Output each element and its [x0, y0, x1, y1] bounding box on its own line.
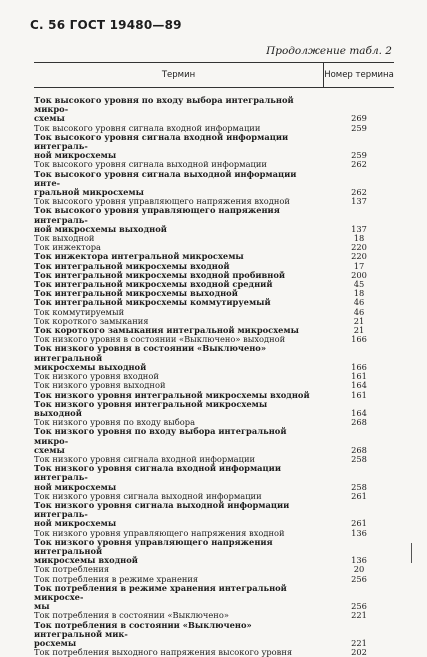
term-text: Ток высокого уровня по входу выбора интегральной микро- схемы: [34, 95, 294, 124]
term-number: 166: [351, 361, 367, 372]
term-number: 45: [353, 279, 365, 290]
term-text: Ток низкого уровня управляющего напряжения интегральной микросхемы входной: [34, 536, 273, 566]
term-text: Ток низкого уровня в состоянии «Выключено» выходной: [34, 334, 286, 345]
term-number: 220: [351, 242, 367, 253]
term-text: Ток низкого уровня входной: [34, 371, 159, 382]
table-row: [34, 344, 394, 372]
term-text: Ток интегральной микросхемы коммутируемый: [34, 297, 271, 308]
term-number: 137: [351, 196, 367, 207]
table-row: [34, 170, 394, 198]
table-row: [34, 400, 394, 418]
term-text: Ток высокого уровня сигнала входной информации: [34, 122, 261, 133]
table-row: [34, 501, 394, 529]
table-row: [34, 538, 394, 566]
term-text: Ток выходной: [34, 233, 95, 244]
term-text: Ток короткого замыкания: [34, 315, 149, 326]
term-text: Ток короткого замыкания интегральной микросхемы: [34, 325, 299, 336]
term-text: Ток низкого уровня выходной: [34, 380, 166, 391]
term-number: 18: [353, 288, 365, 299]
term-number: 161: [351, 389, 367, 400]
term-number: 258: [351, 481, 367, 492]
term-text: Ток интегральной микросхемы входной пробивной: [34, 269, 286, 280]
term-text: Ток высокого уровня управляющего напряжения интеграль- ной микросхемы выходной: [34, 205, 280, 234]
term-number: 17: [353, 260, 365, 271]
term-text: Ток интегральной микросхемы входной средний: [34, 279, 273, 290]
term-text: Ток потребления в режиме хранения интегральной микросхе- мы: [34, 582, 287, 612]
term-number: 164: [351, 407, 367, 418]
table-header: [34, 62, 394, 88]
term-text: Ток высокого уровня управляющего напряжения входной: [34, 196, 290, 207]
term-text: Ток потребления: [34, 564, 110, 575]
term-text: Ток низкого уровня по входу выбора интегральной микро- схемы: [34, 426, 287, 455]
page-header: С. 56 ГОСТ 19480—89: [30, 18, 182, 32]
term-number: 258: [351, 453, 367, 464]
term-number: 20: [353, 564, 365, 575]
term-number: 137: [351, 223, 367, 234]
term-number: 261: [351, 490, 367, 501]
term-number: 21: [353, 325, 365, 336]
table-continuation-label: Продолжение табл. 2: [266, 45, 392, 57]
term-number: 18: [353, 233, 365, 244]
table-row: [34, 648, 394, 657]
terms-table: [34, 62, 394, 657]
term-number: 259: [351, 122, 367, 133]
table-body: [34, 96, 394, 657]
term-number: 259: [351, 150, 367, 161]
term-number: 166: [351, 334, 367, 345]
table-row: [34, 133, 394, 161]
term-text: Ток низкого уровня сигнала входной информации: [34, 453, 256, 464]
term-number: 164: [351, 380, 367, 391]
term-text: Ток интегральной микросхемы выходной: [34, 288, 238, 299]
term-text: Ток высокого уровня сигнала выходной информации: [34, 159, 267, 170]
term-text: Ток высокого уровня сигнала выходной информации инте- гральной микросхемы: [34, 168, 297, 198]
term-number: 256: [351, 601, 367, 612]
term-number: 136: [351, 527, 367, 538]
term-number: 262: [351, 187, 367, 198]
term-text: Ток низкого уровня сигнала входной информации интеграль- ной микросхемы: [34, 463, 281, 492]
table-row: [34, 621, 394, 649]
term-number: 202: [351, 647, 367, 657]
term-text: Ток низкого уровня сигнала выходной информации: [34, 490, 262, 501]
term-number: 200: [351, 269, 367, 280]
table-row: [34, 206, 394, 234]
column-header-number: Номер термина: [324, 70, 394, 80]
margin-mark: [411, 543, 412, 563]
term-number: 256: [351, 573, 367, 584]
term-number: 21: [353, 315, 365, 326]
term-text: Ток потребления в режиме хранения: [34, 573, 199, 584]
table-row: [34, 96, 394, 124]
table-row: [34, 464, 394, 492]
term-number: 221: [351, 637, 367, 648]
table-row: [34, 584, 394, 612]
term-text: Ток коммутируемый: [34, 306, 125, 317]
term-text: Ток низкого уровня интегральной микросхемы входной: [34, 389, 310, 400]
term-number: 268: [351, 444, 367, 455]
term-text: Ток низкого уровня управляющего напряжения входной: [34, 527, 285, 538]
column-header-term: Термин: [34, 63, 324, 87]
term-number: 136: [351, 555, 367, 566]
term-text: Ток интегральной микросхемы входной: [34, 260, 230, 271]
term-text: Ток высокого уровня сигнала входной информации интеграль- ной микросхемы: [34, 131, 289, 161]
term-number: 161: [351, 371, 367, 382]
term-number: 221: [351, 610, 367, 621]
term-number: 261: [351, 518, 367, 529]
term-text: Ток низкого уровня сигнала выходной информации интеграль- ной микросхемы: [34, 499, 290, 529]
term-text: Ток низкого уровня в состоянии «Выключено» интегральной микросхемы выходной: [34, 343, 267, 372]
term-number: 268: [351, 417, 367, 428]
term-text: Ток потребления выходного напряжения высокого уровня: [34, 647, 293, 657]
term-number: 269: [351, 113, 367, 124]
term-text: Ток инжектора интегральной микросхемы: [34, 251, 244, 262]
term-number: 220: [351, 251, 367, 262]
term-text: Ток низкого уровня интегральной микросхемы выходной: [34, 398, 268, 418]
term-text: Ток инжектора: [34, 242, 101, 253]
term-number: 262: [351, 159, 367, 170]
term-text: Ток потребления в состоянии «Выключено» интегральной мик- росхемы: [34, 619, 252, 648]
term-number: 46: [353, 297, 365, 308]
term-text: Ток потребления в состоянии «Выключено»: [34, 610, 229, 621]
term-number: 46: [353, 306, 365, 317]
table-row: [34, 427, 394, 455]
term-text: Ток низкого уровня по входу выбора: [34, 417, 196, 428]
